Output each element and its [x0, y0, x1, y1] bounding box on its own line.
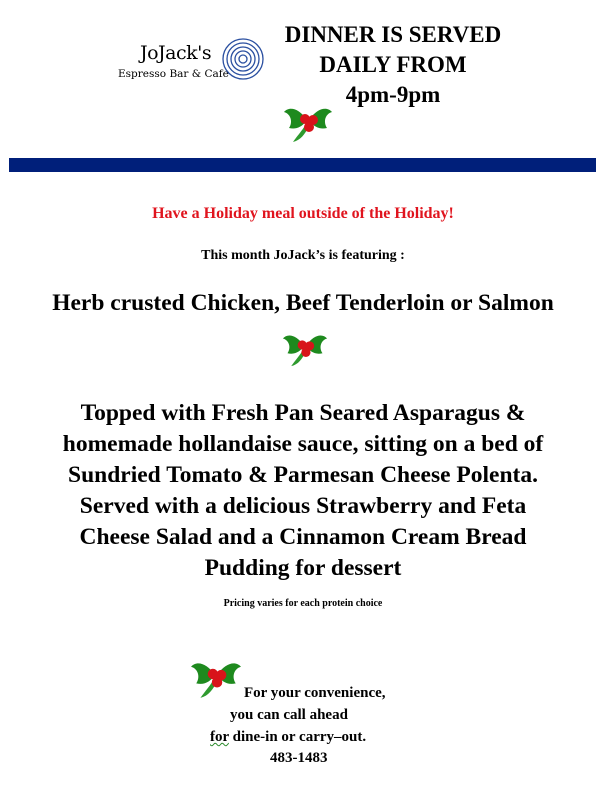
description-line: Sundried Tomato & Parmesan Cheese Polenta. — [68, 462, 538, 488]
convenience-line-1: For your convenience, — [244, 685, 386, 701]
holly-icon — [190, 648, 242, 700]
header-line-1: DINNER IS SERVED — [284, 22, 502, 47]
holly-icon — [282, 322, 328, 368]
convenience-for: for — [210, 729, 229, 745]
description-line: Served with a delicious Strawberry and Feta — [79, 493, 527, 519]
logo-subtitle: Espresso Bar & Cafe — [118, 68, 229, 80]
description-line: homemade hollandaise sauce, sitting on a bed of — [62, 431, 544, 457]
phone-number: 483-1483 — [270, 750, 328, 766]
header-line-3: 4pm-9pm — [345, 82, 441, 107]
description-line: Pudding for dessert — [204, 555, 402, 581]
dish-description — [0, 398, 606, 584]
holly-icon — [283, 94, 333, 144]
featuring-line: This month JoJack’s is featuring : — [201, 248, 405, 263]
headline: Have a Holiday meal outside of the Holiday! — [152, 205, 454, 222]
header-line-2: DAILY FROM — [319, 52, 467, 77]
cafe-logo — [112, 36, 282, 92]
description-line: Topped with Fresh Pan Seared Asparagus & — [80, 400, 526, 426]
main-courses: Herb crusted Chicken, Beef Tenderloin or Salmon — [52, 290, 554, 316]
divider-rule — [9, 158, 596, 172]
convenience-line-2: you can call ahead — [230, 707, 348, 723]
convenience-line-3 — [210, 729, 366, 746]
convenience-rest: dine-in or carry–out. — [228, 729, 367, 745]
swirl-icon — [220, 36, 266, 82]
logo-name: JoJack's — [140, 42, 212, 64]
description-line: Cheese Salad and a Cinnamon Cream Bread — [79, 524, 527, 550]
pricing-note: Pricing varies for each protein choice — [223, 598, 383, 609]
